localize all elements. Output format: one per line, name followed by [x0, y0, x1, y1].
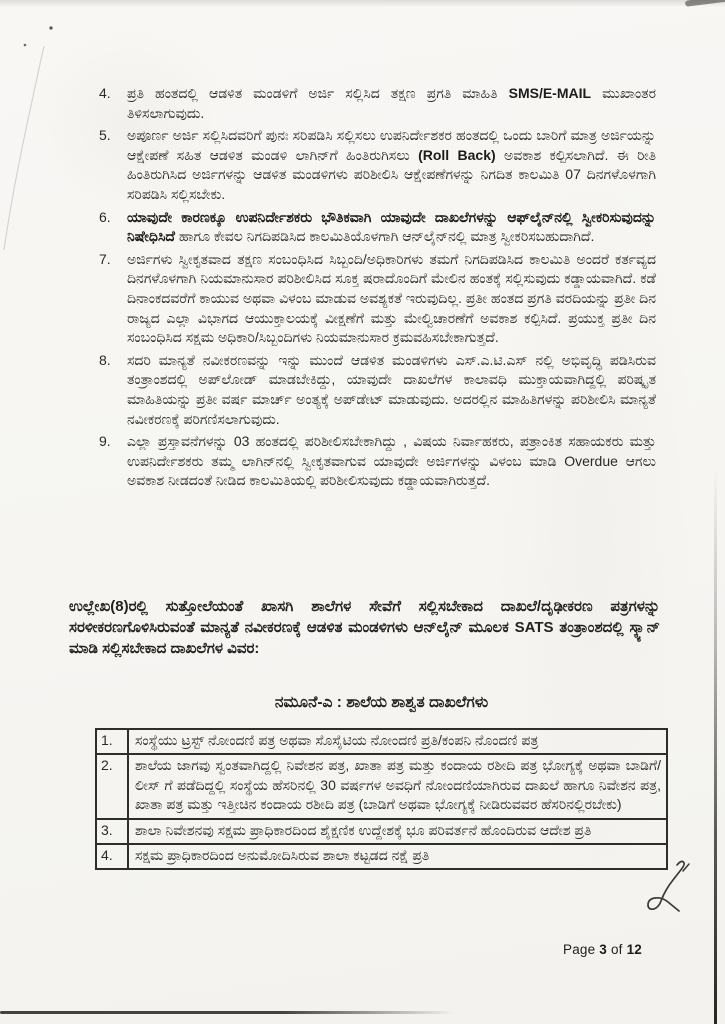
bold-text-run: ಯಾವುದೇ ಕಾರಣಕ್ಕೂ ಉಪನಿರ್ದೇಶಕರು ಭೌತಿಕವಾಗಿ ಯಾವುದೇ ದಾಖಲೆಗಳನ್ನು ಆಫ್‌ಲೈನ್‌ನಲ್ಲಿ ಸ್ವೀಕರಿಸುವುದನ್ನು ನಿಷೇಧಿಸಿದೆ	[127, 208, 656, 245]
list-item-text	[127, 126, 656, 204]
table-cell-number: 2.	[96, 754, 128, 818]
text-run: Page	[563, 942, 600, 957]
bold-text-run: SMS/E-MAIL	[508, 85, 592, 101]
list-item-text	[127, 208, 656, 247]
list-item-number: 7.	[99, 250, 111, 267]
text-run: ಸದರಿ ಮಾನ್ಯತೆ ನವೀಕರಣವನ್ನು ಇನ್ನು ಮುಂದೆ ಆಡಳಿತ ಮಂಡಳಿಗಳು ಎಸ್.ಎ.ಟಿ.ಎಸ್ ನಲ್ಲಿ ಅಭಿವೃದ್ಧಿ ಪಡಿಸಿರುವ ತಂತ್ರಾಂಶದಲ್ಲಿ ಅಪ್‌ಲೋಡ್ ಮಾಡಬೇಕಿದ್ದು, ಯಾವುದೇ ದಾಖಲೆಗಳ ಕಾಲಾವಧಿ ಮುಕ್ತಾಯವಾಗಿದ್ದಲ್ಲಿ ಪರಿಷ್ಕೃತ ಮಾಹಿತಿಯನ್ನು ಪ್ರತೀ ವರ್ಷ ಮಾರ್ಚ್ ಅಂತ್ಯಕ್ಕೆ ಅಪ್‌ಡೇಟ್ ಮಾಡುವುದು. ಅದರಲ್ಲಿನ ಮಾಹಿತಿಗಳನ್ನು ಪರಿಶೀಲಿಸಿ ಮಾನ್ಯತೆ ನವೀಕರಣಕ್ಕೆ ಪರಿಗಣಿಸಲಾಗುವುದು.	[127, 351, 656, 427]
scan-right-edge-line	[714, 468, 717, 1024]
table-cell-text: ಶಾಲೆಯ ಜಾಗವು ಸ್ವಂತವಾಗಿದ್ದಲ್ಲಿ ನಿವೇಶನ ಪತ್ರ, ಖಾತಾ ಪತ್ರ ಮತ್ತು ಕಂದಾಯ ರಶೀದಿ ಪತ್ರ ಭೋಗ್ಯಕ್ಕೆ ಅಥವಾ ಬಾಡಿಗೆ/ಲೀಸ್ ಗೆ ಪಡೆದಿದ್ದಲ್ಲಿ ಸಂಸ್ಥೆಯ ಹೆಸರಿನಲ್ಲಿ 30 ವರ್ಷಗಳ ಅವಧಿಗೆ ನೋಂದಣಿಯಾಗಿರುವ ದಾಖಲೆ ಹಾಗೂ ನಿವೇಶನ ಪತ್ರ, ಖಾತಾ ಪತ್ರ ಮತ್ತು ಇತ್ತೀಚಿನ ಕಂದಾಯ ರಶೀದಿ ಪತ್ರ (ಬಾಡಿಗೆ ಅಥವಾ ಭೋಗ್ಯಕ್ಕೆ ನೀಡಿರುವವರ ಹೆಸರಿನಲ್ಲಿರಬೇಕು)	[128, 754, 667, 818]
table-row	[96, 754, 667, 818]
bold-text-run: 12	[626, 942, 642, 957]
text-run: ಎಲ್ಲಾ ಪ್ರಸ್ತಾವನೆಗಳನ್ನು 03 ಹಂತದಲ್ಲಿ ಪರಿಶೀಲಿಸಬೇಕಾಗಿದ್ದು , ವಿಷಯ ನಿರ್ವಾಹಕರು, ಪತ್ರಾಂಕಿತ ಸಹಾಯಕರು ಮತ್ತು ಉಪನಿರ್ದೇಶಕರು ತಮ್ಮ ಲಾಗಿನ್‌ನಲ್ಲಿ ಸ್ವೀಕೃತವಾಗುವ ಯಾವುದೇ ಅರ್ಜಿಗಳನ್ನು ವಿಳಂಬ ಮಾಡಿ Overdue ಆಗಲು ಅವಕಾಶ ನೀಡದಂತೆ ನೀಡಿದ ಕಾಲಮಿತಿಯಲ್ಲಿ ಪರಿಶೀಲಿಸುವುದು ಕಡ್ಡಾಯವಾಗಿರುತ್ತದೆ.	[127, 433, 656, 489]
list-item-text	[127, 351, 656, 429]
scan-fold-line	[4, 46, 44, 250]
text-run: ಅರ್ಜಿಗಳು ಸ್ವೀಕೃತವಾದ ತಕ್ಷಣ ಸಂಬಂಧಿಸಿದ ಸಿಬ್ಬಂದಿ/ಅಧಿಕಾರಿಗಳು ತಮಗೆ ನಿಗದಿಪಡಿಸಿದ ಕಾಲಮಿತಿ ಅಂದರೆ ಕರ್ತವ್ಯದ ದಿನಗಳೊಳಗಾಗಿ ನಿಯಮಾನುಸಾರ ಪರಿಶೀಲಿಸಿದ ಸೂಕ್ತ ಷರಾದೊಂದಿಗೆ ಮೇಲಿನ ಹಂತಕ್ಕೆ ಸಲ್ಲಿಸುವುದು ಕಡ್ಡಾಯವಾಗಿದೆ. ಕಡೆ ದಿನಾಂಕದವರೆಗೆ ಕಾಯುವ ಅಥವಾ ವಿಳಂಬ ಮಾಡುವ ಅವಶ್ಯಕತೆ ಇರುವುದಿಲ್ಲ. ಪ್ರತೀ ಹಂತದ ಪ್ರಗತಿ ವರದಿಯನ್ನು ಪ್ರತೀ ದಿನ ರಾಜ್ಯದ ಎಲ್ಲಾ ವಿಭಾಗದ ಆಯುಕ್ತಾಲಯಕ್ಕೆ ವೀಕ್ಷಣೆಗೆ ಮತ್ತು ಮೇಲ್ವಿಚಾರಣೆಗೆ ಅವಕಾಶ ಕಲ್ಪಿಸಿದೆ. ಪ್ರಯುಕ್ತ ಪ್ರತೀ ದಿನ ಸಂಬಂಧಿಸಿದ ಸಕ್ಷಮ ಅಧಿಕಾರಿ/ಸಿಬ್ಬಂದಿಗಳು ನಿಯಮಾನುಸಾರ ಕ್ರಮವಹಿಸಬೇಕಾಗುತ್ತದೆ.	[127, 250, 656, 346]
list-item-number: 6.	[99, 208, 111, 225]
list-item	[99, 126, 656, 204]
table-cell-number: 1.	[96, 729, 128, 754]
list-item	[99, 250, 656, 348]
text-run: ಮುಖಾಂತರ ತಿಳಿಸಲಾಗುವುದು.	[127, 85, 656, 121]
closing-paragraph: ಉಲ್ಲೇಖ(8)ರಲ್ಲಿ ಸುತ್ತೋಲೆಯಂತೆ ಖಾಸಗಿ ಶಾಲೆಗಳ ಸೇವೆಗೆ ಸಲ್ಲಿಸಬೇಕಾದ ದಾಖಲೆ/ದೃಢೀಕರಣ ಪತ್ರಗಳನ್ನು ಸರಳೀಕರಣಗೊಳಿಸಿರುವಂತೆ ಮಾನ್ಯತೆ ನವೀಕರಣಕ್ಕೆ ಆಡಳಿತ ಮಂಡಳಿಗಳು ಆನ್‌ಲೈನ್ ಮೂಲಕ SATS ತಂತ್ರಾಂಶದಲ್ಲಿ ಸ್ಕ್ಯಾನ್ ಮಾಡಿ ಸಲ್ಲಿಸಬೇಕಾದ ದಾಖಲೆಗಳ ವಿವರ:	[69, 598, 660, 657]
table-heading: ನಮೂನೆ-ಎ : ಶಾಲೆಯ ಶಾಶ್ವತ ದಾಖಲೆಗಳು	[274, 694, 489, 711]
list-item	[99, 84, 656, 123]
table-cell-number: 4.	[96, 844, 128, 869]
bold-text-run: 3	[599, 942, 607, 957]
documents-table	[95, 728, 668, 870]
text-run: ಹಾಗೂ ಕೇವಲ ನಿಗದಿಪಡಿಸಿದ ಕಾಲಮಿತಿಯೊಳಗಾಗಿ ಆನ್‌ಲೈನ್‌ನಲ್ಲಿ ಮಾತ್ರ ಸ್ವೀಕರಿಸಬಹುದಾಗಿದೆ.	[174, 228, 595, 245]
text-run: ಅಪೂರ್ಣ ಅರ್ಜಿ ಸಲ್ಲಿಸಿದವರಿಗೆ ಪುನಃ ಸರಿಪಡಿಸಿ ಸಲ್ಲಿಸಲು ಉಪನಿರ್ದೇಶಕರ ಹಂತದಲ್ಲಿ ಒಂದು ಬಾರಿಗೆ ಮಾತ್ರ ಅರ್ಜಿಯನ್ನು ಆಕ್ಷೇಪಣೆ ಸಹಿತ ಆಡಳಿತ ಮಂಡಳಿ ಲಾಗಿನ್‌ಗೆ ಹಿಂತಿರುಗಿಸಲು	[127, 127, 656, 163]
table-cell-text: ಶಾಲಾ ನಿವೇಶನವು ಸಕ್ಷಮ ಪ್ರಾಧಿಕಾರದಿಂದ ಶೈಕ್ಷಣಿಕ ಉದ್ದೇಶಕ್ಕೆ ಭೂ ಪರಿವರ್ತನೆ ಹೊಂದಿರುವ ಆದೇಶ ಪ್ರತಿ	[128, 819, 667, 844]
text-run: ಅವಕಾಶ ಕಲ್ಪಿಸಲಾಗಿದೆ. ಈ ರೀತಿ ಹಿಂತಿರುಗಿಸಿದ ಅರ್ಜಿಗಳನ್ನು ಆಡಳಿತ ಮಂಡಳಿಗಳು ಪರಿಶೀಲಿಸಿ ಆಕ್ಷೇಪಣೆಗಳನ್ನು ನಿಗದಿತ ಕಾಲಮಿತಿ 07 ದಿನಗಳೊಳಗಾಗಿ ಸರಿಪಡಿಸಿ ಸಲ್ಲಿಸಬೇಕು.	[127, 146, 657, 202]
table-row	[96, 729, 667, 754]
signature-scribble-icon	[642, 858, 694, 920]
list-item-text	[127, 250, 656, 348]
page-number-footer	[563, 942, 642, 957]
ink-speck	[24, 44, 27, 47]
list-item-number: 5.	[99, 127, 111, 144]
bold-text-run: (Roll Back)	[418, 146, 496, 163]
table-cell-text: ಸಂಸ್ಥೆಯು ಟ್ರಸ್ಟ್ ನೋಂದಣಿ ಪತ್ರ ಅಥವಾ ಸೊಸೈಟಿಯ ನೋಂದಣಿ ಪ್ರತಿ/ಕಂಪನಿ ನೊಂದಣಿ ಪತ್ರ	[128, 729, 667, 754]
table-row	[96, 819, 667, 844]
list-item	[99, 432, 656, 491]
list-item-number: 8.	[99, 351, 111, 368]
table-cell-text: ಸಕ್ಷಮ ಪ್ರಾಧಿಕಾರದಿಂದ ಅನುಮೋದಿಸಿರುವ ಶಾಲಾ ಕಟ್ಟಡದ ನಕ್ಷೆ ಪ್ರತಿ	[128, 844, 667, 869]
list-item	[99, 351, 656, 429]
text-run: of	[607, 942, 627, 957]
list-item-text	[127, 432, 656, 491]
text-run: ಪ್ರತಿ ಹಂತದಲ್ಲಿ ಆಡಳಿತ ಮಂಡಳಿಗೆ ಅರ್ಜಿ ಸಲ್ಲಿಸಿದ ತಕ್ಷಣ ಪ್ರಗತಿ ಮಾಹಿತಿ	[127, 85, 509, 101]
list-item-text	[127, 84, 656, 123]
numbered-list	[99, 84, 656, 494]
table-row	[96, 844, 667, 869]
table-cell-number: 3.	[96, 819, 128, 844]
scan-bottom-edge-line	[0, 1011, 455, 1014]
list-item-number: 4.	[99, 85, 111, 101]
list-item-number: 9.	[99, 433, 111, 450]
ink-speck	[49, 26, 52, 29]
list-item	[99, 208, 656, 247]
